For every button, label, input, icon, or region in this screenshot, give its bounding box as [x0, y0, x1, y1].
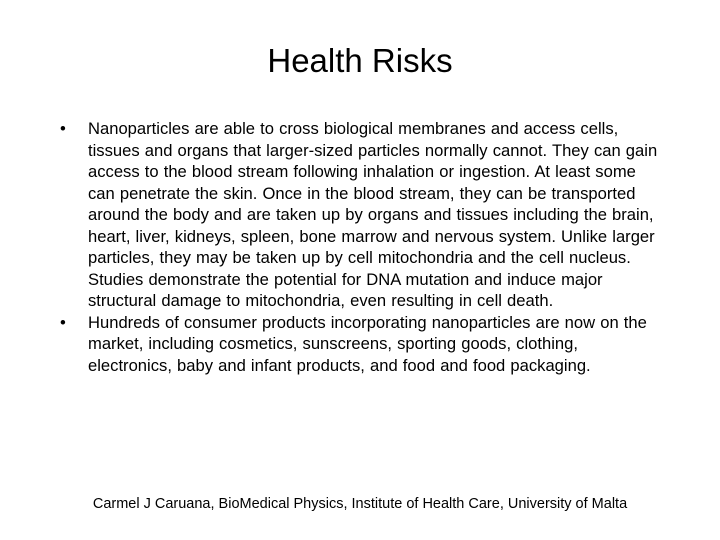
bullet-marker: • [60, 119, 66, 138]
bullet-marker: • [60, 312, 66, 332]
bullet-item [60, 312, 665, 377]
bullet-text: Nanoparticles are able to cross biological membranes and access cells, tissues and organs that larger-sized particles normally cannot. They can gain access to the blood stream following inhalation or ingestion. At least some can penetrate the skin. Once in the blood stream, they can be transported around the body and are taken up by organs and tissues including the brain, heart, liver, kidneys, spleen, bone marrow and nervous system. Unlike larger particles, they may be taken up by cell mitochondria and the cell nucleus. Studies demonstrate the potential for DNA mutation and induce major structural damage to mitochondria, even resulting in cell death. [88, 119, 658, 310]
bullet-list [60, 118, 665, 376]
slide-title: Health Risks [267, 42, 453, 79]
bullet-text: Hundreds of consumer products incorporating nanoparticles are now on the market, including cosmetics, sunscreens, sporting goods, clothing, electronics, baby and infant products, and food and food packaging. [88, 312, 647, 375]
bullet-item [60, 118, 665, 312]
slide-footer: Carmel J Caruana, BioMedical Physics, Institute of Health Care, University of Malta [92, 496, 628, 512]
